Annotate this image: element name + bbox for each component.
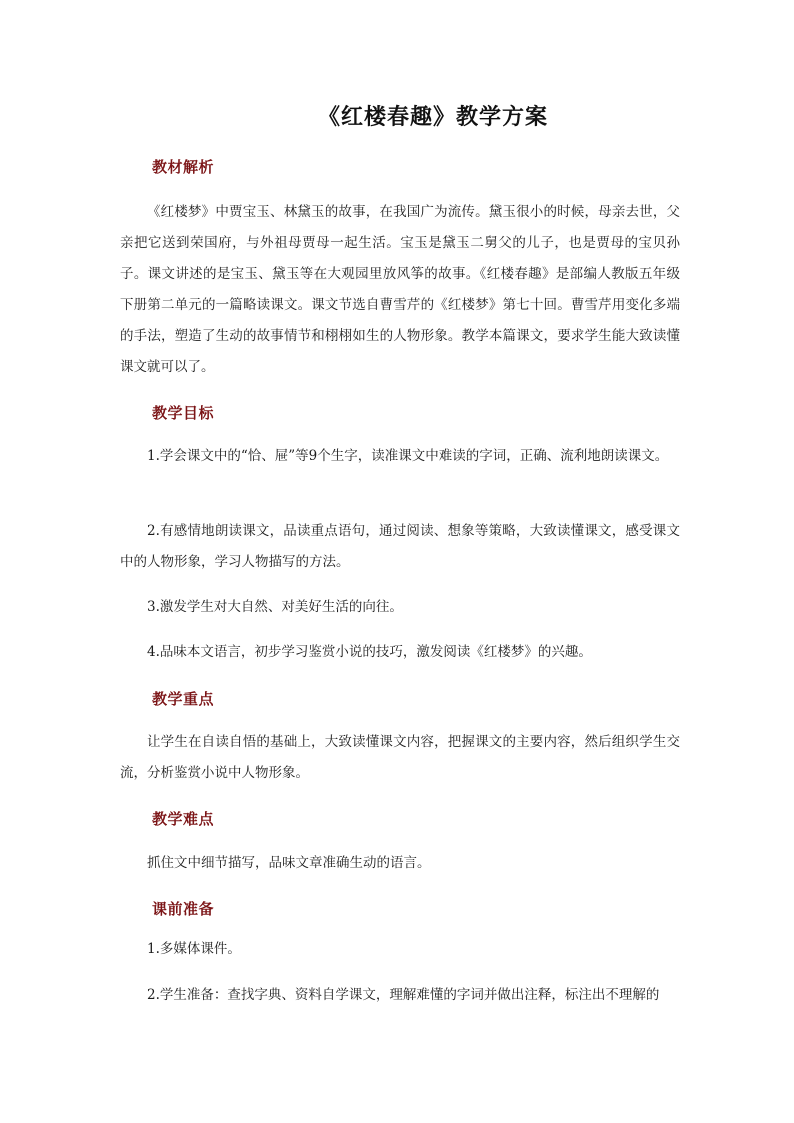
preparation-item-2: 2.学生准备：查找字典、资料自学课文，理解难懂的字词并做出注释，标注出不理解的 [147, 987, 660, 1003]
heading-difficulties: 教学难点 [152, 810, 215, 828]
heading-analysis: 教材解析 [152, 158, 215, 176]
heading-preparation: 课前准备 [152, 900, 215, 918]
goal-item-3: 3.激发学生对大自然、对美好生活的向往。 [147, 599, 403, 615]
goal-item-4: 4.品味本文语言，初步学习鉴赏小说的技巧，激发阅读《红楼梦》的兴趣。 [147, 644, 592, 660]
goal-item-1: 1.学会课文中的“恰、屉”等9个生字，读准课文中难读的字词，正确、流利地朗读课文。 [147, 448, 669, 464]
preparation-item-1: 1.多媒体课件。 [147, 941, 241, 957]
goal-item-2: 2.有感情地朗读课文，品读重点语句，通过阅读、想象等策略，大致读懂课文，感受课文中的人物形象，学习人物描写的方法。 [120, 523, 680, 570]
paragraph-analysis: 《红楼梦》中贾宝玉、林黛玉的故事，在我国广为流传。黛玉很小的时候，母亲去世，父亲把它送到荣国府，与外祖母贾母一起生活。宝玉是黛玉二舅父的儿子，也是贾母的宝贝孙子。课文讲述的是宝玉、黛玉等在大观园里放风筝的故事。《红楼春趣》是部编人教版五年级下册第二单元的一篇略读课文。课文节选自曹雪芹的《红楼梦》第七十回。曹雪芹用变化多端的手法，塑造了生动的故事情节和栩栩如生的人物形象。教学本篇课文，要求学生能大致读懂课文就可以了。 [120, 204, 680, 375]
heading-goals: 教学目标 [152, 404, 215, 422]
paragraph-key-points: 让学生在自读自悟的基础上，大致读懂课文内容，把握课文的主要内容，然后组织学生交流，分析鉴赏小说中人物形象。 [120, 734, 680, 781]
paragraph-difficulties: 抓住文中细节描写，品味文章准确生动的语言。 [147, 855, 431, 871]
heading-key-points: 教学重点 [152, 690, 215, 708]
document-title: 《红楼春趣》教学方案 [317, 104, 548, 130]
